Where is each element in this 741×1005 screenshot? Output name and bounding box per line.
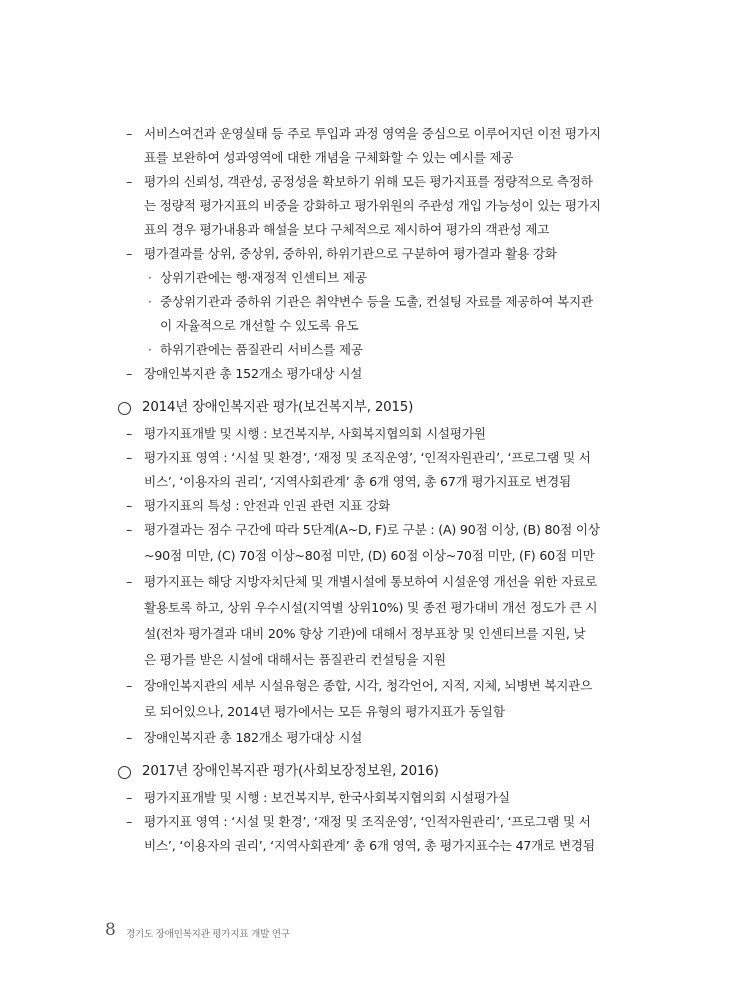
- bullet-text: 평가지표 영역 : ‘시설 및 환경’, ‘재정 및 조직운영’, ‘인적자원관리’, ‘프로그램 및 서: [144, 814, 591, 829]
- bullet-text: 평가지표 영역 : ‘시설 및 환경’, ‘재정 및 조직운영’, ‘인적자원관리’, ‘프로그램 및 서: [144, 450, 591, 465]
- running-title: 경기도 장애인복지관 평가지표 개발 연구: [126, 929, 290, 940]
- dash-marker: –: [126, 174, 133, 189]
- bullet-text: 평가지표의 특성 : 안전과 인권 관련 지표 강화: [144, 498, 391, 513]
- section-title: 2014년 장애인복지관 평가(보건복지부, 2015): [142, 400, 414, 415]
- bullet-text: 평가지표개발 및 시행 : 보건복지부, 한국사회복지협의회 시설평가실: [144, 790, 510, 805]
- bullet-text: 평가지표개발 및 시행 : 보건복지부, 사회복지협의회 시설평가원: [144, 426, 486, 441]
- dash-marker: –: [126, 450, 133, 465]
- sub-bullet-text: 상위기관에는 행·재정적 인센티브 제공: [160, 270, 367, 285]
- dash-marker: –: [126, 574, 133, 589]
- dash-marker: –: [126, 730, 133, 745]
- bullet-text: 평가결과를 상위, 중상위, 중하위, 하위기관으로 구분하여 평가결과 활용 강화: [144, 246, 557, 261]
- dot-marker: ·: [148, 271, 152, 285]
- bullet-text: 표를 보완하여 성과영역에 대한 개념을 구체화할 수 있는 예시를 제공: [144, 150, 514, 165]
- bullet-text: 활용토록 하고, 상위 우수시설(지역별 상위10%) 및 종전 평가대비 개선 정도가 큰 시: [144, 600, 598, 615]
- circle-bullet-icon: [118, 402, 131, 415]
- bullet-text: 표의 경우 평가내용과 해설을 보다 구체적으로 제시하여 평가의 객관성 제고: [144, 222, 550, 237]
- dash-marker: –: [126, 790, 133, 805]
- sub-bullet-text: 중상위기관과 중하위 기관은 취약변수 등을 도출, 컨설팅 자료를 제공하여 복지관: [160, 294, 593, 309]
- dash-marker: –: [126, 366, 133, 381]
- page-number: 8: [105, 920, 116, 940]
- bullet-text: 장애인복지관의 세부 시설유형은 종합, 시각, 청각언어, 지적, 지체, 뇌병변 복지관으: [144, 678, 593, 693]
- bullet-text: 설(전차 평가결과 대비 20% 향상 기관)에 대해서 정부표창 및 인센티브를 지원, 낮: [144, 626, 586, 641]
- dash-marker: –: [126, 246, 133, 261]
- dash-marker: –: [126, 814, 133, 829]
- bullet-text: 비스’, ‘이용자의 권리’, ‘지역사회관계’ 총 6개 영역, 총 평가지표수는 47개로 변경됨: [144, 838, 595, 853]
- bullet-text: 장애인복지관 총 152개소 평가대상 시설: [144, 366, 363, 381]
- dash-marker: –: [126, 126, 133, 141]
- bullet-text: 평가결과는 점수 구간에 따라 5단계(A~D, F)로 구분 : (A) 90점 이상, (B) 80점 이상: [144, 522, 600, 537]
- bullet-text: 서비스여건과 운영실태 등 주로 투입과 과정 영역을 중심으로 이루어지던 이전 평가지: [144, 126, 601, 141]
- bullet-text: 장애인복지관 총 182개소 평가대상 시설: [144, 730, 363, 745]
- sub-bullet-text: 이 자율적으로 개선할 수 있도록 유도: [160, 318, 359, 333]
- bullet-text: 비스’, ‘이용자의 권리’, ‘지역사회관계’ 총 6개 영역, 총 67개 평가지표로 변경됨: [144, 474, 571, 489]
- section-title: 2017년 장애인복지관 평가(사회보장정보원, 2016): [142, 764, 439, 779]
- dot-marker: ·: [148, 295, 152, 309]
- dash-marker: –: [126, 426, 133, 441]
- sub-bullet-text: 하위기관에는 품질관리 서비스를 제공: [160, 342, 363, 357]
- bullet-text: 는 정량적 평가지표의 비중을 강화하고 평가위원의 주관성 개입 가능성이 있는 평가지: [144, 198, 601, 213]
- bullet-text: 은 평가를 받은 시설에 대해서는 품질관리 컨설팅을 지원: [144, 652, 446, 667]
- dash-marker: –: [126, 678, 133, 693]
- circle-bullet-icon: [118, 766, 131, 779]
- dash-marker: –: [126, 498, 133, 513]
- dot-marker: ·: [148, 343, 152, 357]
- bullet-text: 평가지표는 해당 지방자치단체 및 개별시설에 통보하여 시설운영 개선을 위한 자료로: [144, 574, 598, 589]
- dash-marker: –: [126, 522, 133, 537]
- bullet-text: 로 되어있으나, 2014년 평가에서는 모든 유형의 평가지표가 동일함: [144, 704, 505, 719]
- bullet-text: 평가의 신뢰성, 객관성, 공정성을 확보하기 위해 모든 평가지표를 정량적으로 측정하: [144, 174, 593, 189]
- bullet-text: ~90점 미만, (C) 70점 이상~80점 미만, (D) 60점 이상~70점 미만, (F) 60점 미만: [144, 548, 595, 563]
